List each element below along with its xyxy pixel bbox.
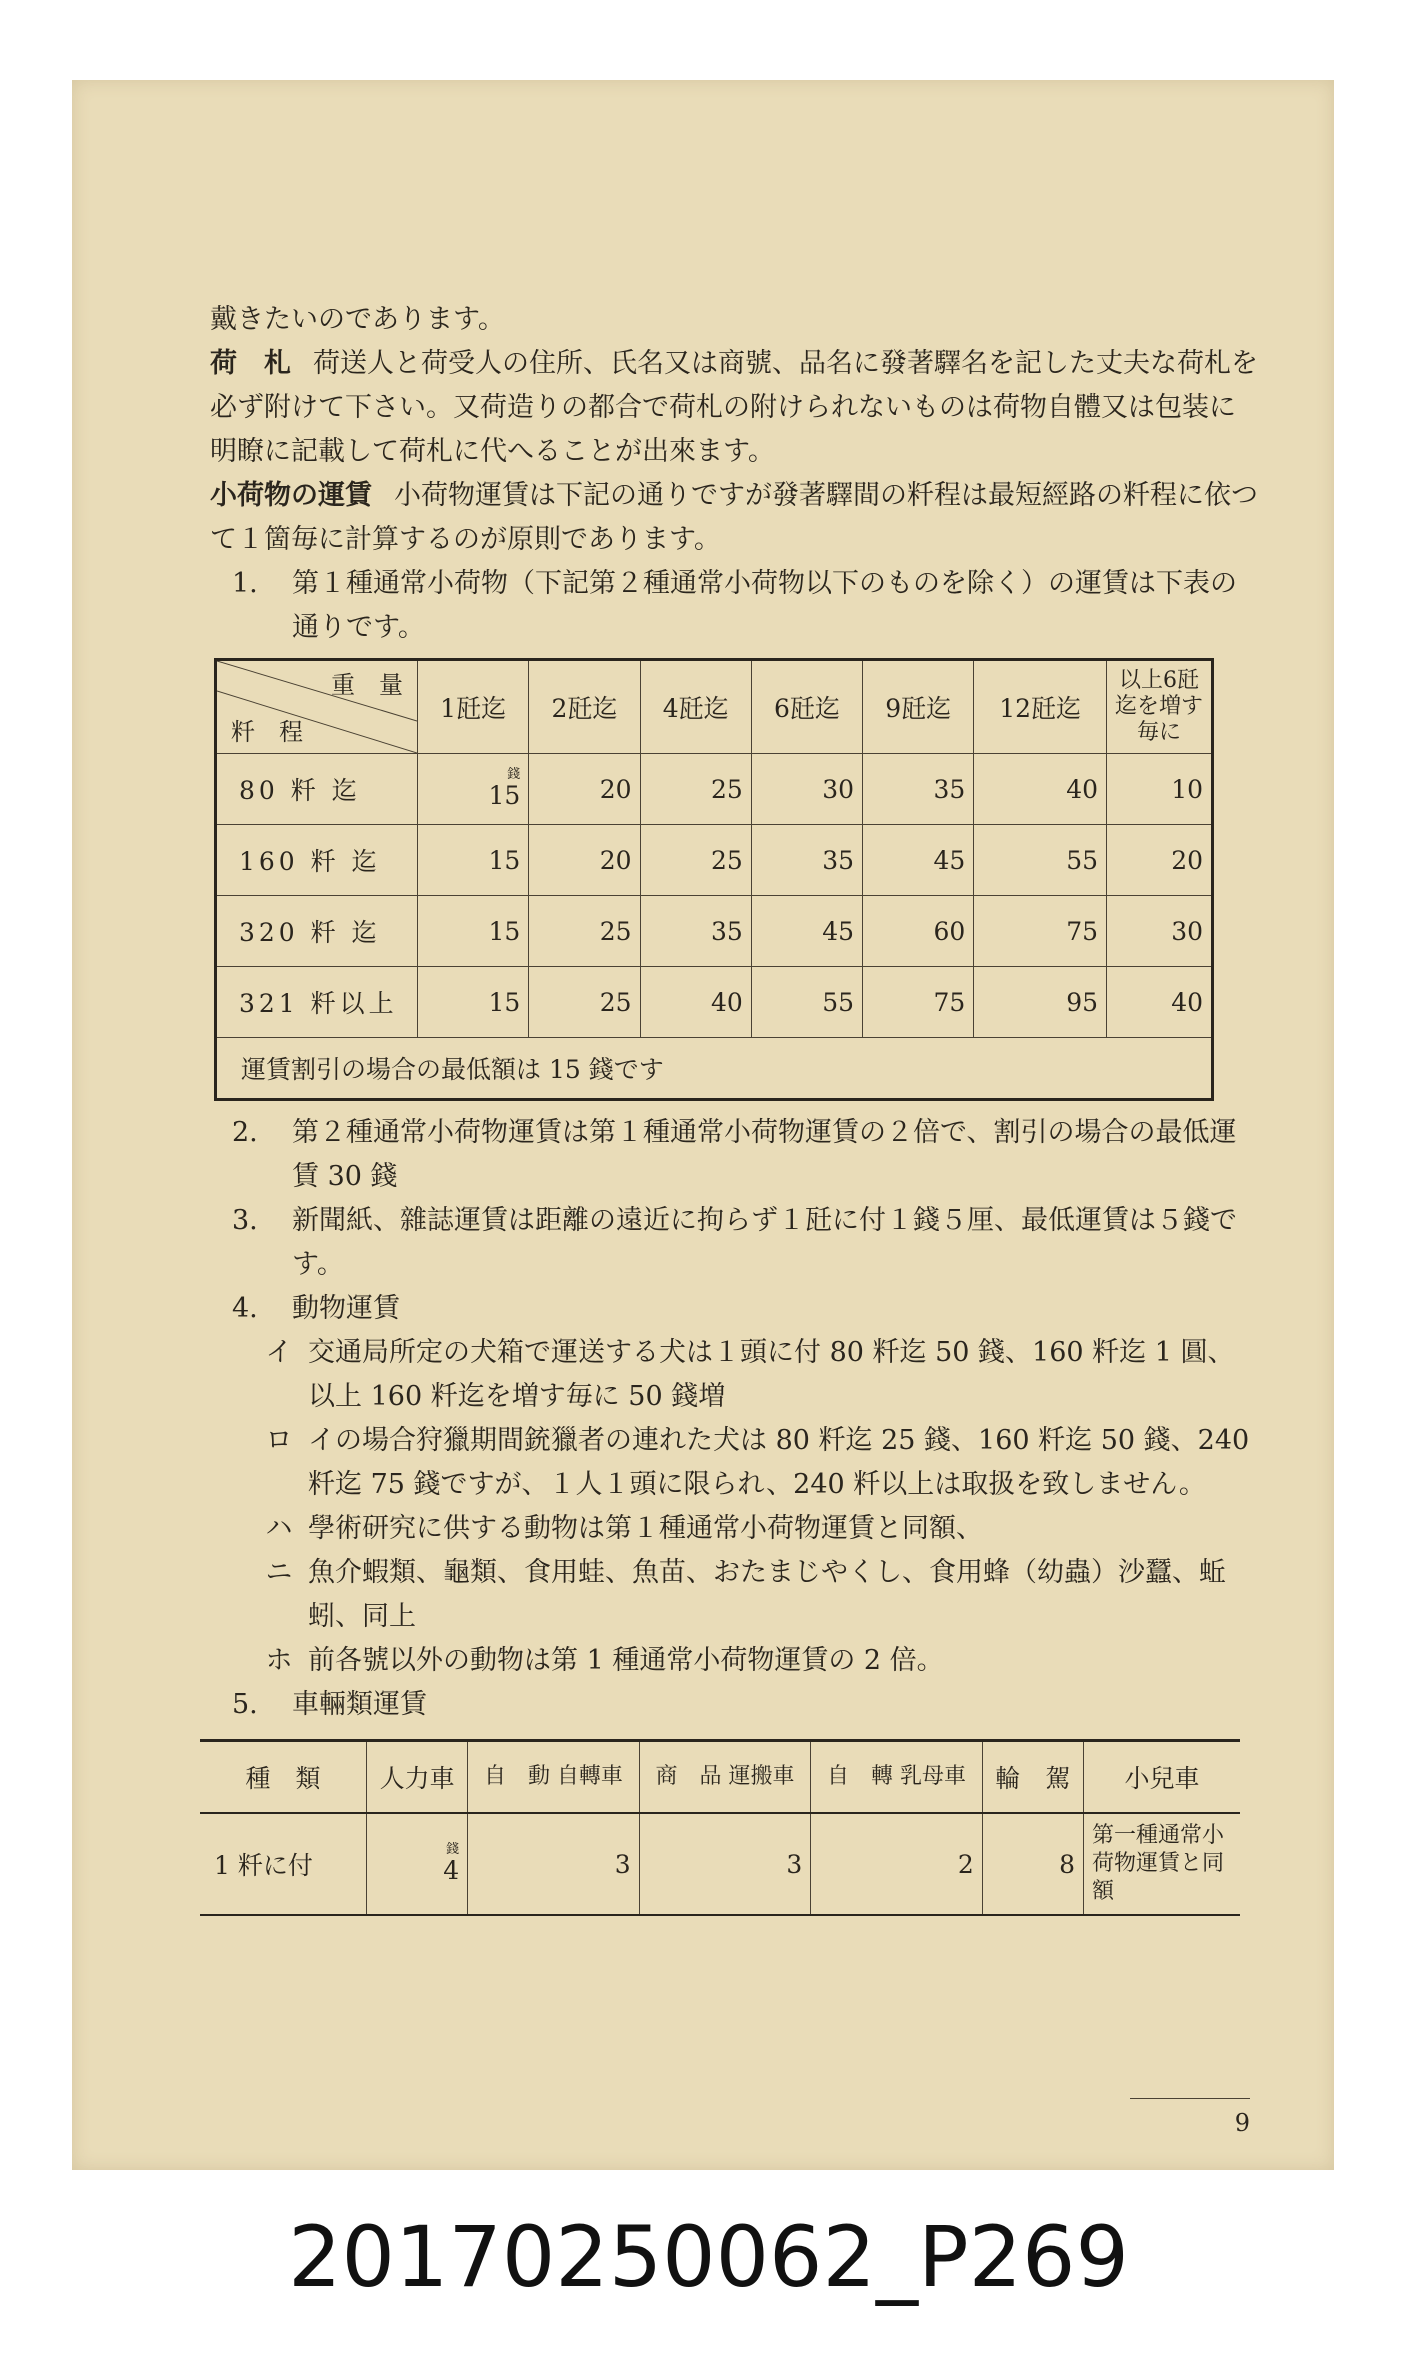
fare-cell: 40 (640, 967, 751, 1038)
fare-cell: 45 (751, 896, 862, 967)
table-note: 運賃割引の場合の最低額は 15 錢です (216, 1038, 1213, 1100)
page-content (210, 298, 1260, 1916)
column-header: 2瓩迄 (529, 660, 640, 754)
fare-cell (418, 754, 529, 825)
page-number: 9 (1130, 2098, 1250, 2137)
column-header: 12瓩迄 (974, 660, 1107, 754)
fare-cell: 30 (751, 754, 862, 825)
table-row (216, 825, 1213, 896)
fare-cell: 95 (974, 967, 1107, 1038)
fare-cell: 25 (640, 825, 751, 896)
column-header: 以上6瓩迄を増す毎に (1107, 660, 1213, 754)
fare-cell: 15 (418, 825, 529, 896)
sub-item-mark: ロ (265, 1425, 293, 1456)
column-header: 4瓩迄 (640, 660, 751, 754)
sub-item-mark: ハ (265, 1513, 293, 1544)
sub-item-mark: ホ (265, 1645, 293, 1676)
corner-distance-label: 粁 程 (231, 718, 303, 746)
sub-item-text: 學術研究に供する動物は第１種通常小荷物運賃と同額、 (308, 1513, 983, 1544)
sub-item-text: イの場合狩獵期間銃獵者の連れた犬は 80 粁迄 25 錢、160 粁迄 50 錢、240 粁迄 75 錢ですが、１人１頭に限られ、240 粁以上は取扱を致しません。 (308, 1425, 1250, 1500)
corner-header (216, 660, 418, 754)
column-header: 1瓩迄 (418, 660, 529, 754)
fare-cell: 10 (1107, 754, 1213, 825)
row-label: 1 粁に付 (214, 1851, 313, 1880)
fare-cell: 3 (468, 1813, 640, 1915)
table-row (216, 754, 1213, 825)
item-number: 5. (232, 1689, 258, 1720)
column-header: 小兒車 (1084, 1741, 1241, 1814)
fare-section (210, 474, 1260, 562)
tag-body: 荷送人と荷受人の住所、氏名又は商號、品名に發著驛名を記した丈夫な荷札を必ず附けて下さい。又荷造りの都合で荷札の附けられないものは荷物自體又は包装に明瞭に記載して荷札に代へることが出來ます。 (210, 348, 1258, 467)
column-header: 人力車 (367, 1741, 468, 1814)
scanned-page (72, 80, 1334, 2170)
fare-cell: 40 (1107, 967, 1213, 1038)
sub-item-text: 前各號以外の動物は第 1 種通常小荷物運賃の 2 倍。 (308, 1645, 944, 1676)
table-row (216, 896, 1213, 967)
column-header: 種 類 (200, 1741, 367, 1814)
fare-cell: 20 (529, 754, 640, 825)
table-header-row (200, 1741, 1240, 1814)
column-header: 9瓩迄 (863, 660, 974, 754)
item-number: 1. (232, 568, 258, 599)
image-caption: 20170250062_P269 (288, 2208, 1129, 2306)
sub-item (210, 1551, 1260, 1639)
fare-cell: 60 (863, 896, 974, 967)
column-header: 輪 駕 (982, 1741, 1083, 1814)
fare-body: 小荷物運賃は下記の通りですが發著驛間の粁程は最短經路の粁程に依つて１箇毎に計算するのが原則であります。 (210, 480, 1258, 555)
item-2 (210, 1111, 1260, 1199)
column-header: 自 動 自轉車 (468, 1741, 640, 1814)
fare-value: 15 (488, 781, 521, 810)
fare-cell-note: 第一種通常小荷物運賃と同額 (1084, 1813, 1241, 1915)
item-number: 4. (232, 1293, 258, 1324)
fare-heading: 小荷物の運賃 (210, 480, 372, 511)
table-header-row (216, 660, 1213, 754)
fare-cell: 45 (863, 825, 974, 896)
sub-item-mark: イ (265, 1337, 293, 1368)
column-header: 6瓩迄 (751, 660, 862, 754)
table-note-row (216, 1038, 1213, 1100)
tag-section (210, 342, 1260, 474)
fare-cell: 25 (529, 967, 640, 1038)
item-text: 動物運賃 (292, 1293, 400, 1324)
fare-cell: 75 (974, 896, 1107, 967)
fare-cell: 25 (640, 754, 751, 825)
fare-cell: 15 (418, 896, 529, 967)
table-row (200, 1813, 1240, 1915)
fare-cell: 20 (529, 825, 640, 896)
fare-cell: 8 (982, 1813, 1083, 1915)
item-5 (210, 1683, 1260, 1727)
column-header: 自 轉 乳母車 (811, 1741, 983, 1814)
sub-item (210, 1331, 1260, 1419)
item-3 (210, 1199, 1260, 1287)
parcel-fare-table (214, 658, 1214, 1101)
item-text: 車輛類運賃 (292, 1689, 427, 1720)
corner-weight-label: 重 量 (331, 671, 403, 699)
fare-cell: 3 (639, 1813, 811, 1915)
item-text: 第１種通常小荷物（下記第２種通常小荷物以下のものを除く）の運賃は下表の通りです。 (292, 568, 1237, 643)
distance-cell: 321 粁以上 (216, 967, 418, 1038)
distance-cell: 160 粁 迄 (216, 825, 418, 896)
unit-label: 錢 (446, 1842, 460, 1857)
intro-text: 戴きたいのであります。 (210, 304, 505, 335)
fare-cell: 25 (529, 896, 640, 967)
fare-cell: 20 (1107, 825, 1213, 896)
distance-cell: 80 粁 迄 (216, 754, 418, 825)
item-number: 3. (232, 1205, 258, 1236)
distance-cell: 320 粁 迄 (216, 896, 418, 967)
vehicle-fare-table (200, 1739, 1240, 1916)
fare-cell: 30 (1107, 896, 1213, 967)
column-header: 商 品 運搬車 (639, 1741, 811, 1814)
fare-cell: 75 (863, 967, 974, 1038)
fare-cell (367, 1813, 468, 1915)
sub-item (210, 1507, 1260, 1551)
fare-cell: 55 (751, 967, 862, 1038)
item-text: 第２種通常小荷物運賃は第１種通常小荷物運賃の２倍で、割引の場合の最低運賃 30 錢 (292, 1117, 1237, 1192)
table-row (216, 967, 1213, 1038)
tag-heading: 荷 札 (210, 348, 291, 379)
fare-cell: 35 (863, 754, 974, 825)
fare-cell: 35 (640, 896, 751, 967)
fare-cell: 35 (751, 825, 862, 896)
fare-value: 4 (443, 1856, 460, 1885)
item-4 (210, 1287, 1260, 1331)
fare-cell: 15 (418, 967, 529, 1038)
sub-item-text: 魚介蝦類、龜類、食用蛙、魚苗、おたまじやくし、食用蜂（幼蟲）沙蠶、蚯蚓、同上 (308, 1557, 1226, 1632)
sub-item-text: 交通局所定の犬箱で運送する犬は１頭に付 80 粁迄 50 錢、160 粁迄 1 圓、以上 160 粁迄を増す毎に 50 錢増 (308, 1337, 1235, 1412)
sub-item (210, 1639, 1260, 1683)
fare-cell: 40 (974, 754, 1107, 825)
fare-cell: 2 (811, 1813, 983, 1915)
sub-item (210, 1419, 1260, 1507)
sub-item-mark: ニ (265, 1557, 293, 1588)
fare-cell: 55 (974, 825, 1107, 896)
item-1 (210, 562, 1260, 650)
unit-label: 錢 (507, 767, 521, 782)
item-number: 2. (232, 1117, 258, 1148)
item-text: 新聞紙、雜誌運賃は距離の遠近に拘らず１瓩に付１錢５厘、最低運賃は５錢です。 (292, 1205, 1237, 1280)
